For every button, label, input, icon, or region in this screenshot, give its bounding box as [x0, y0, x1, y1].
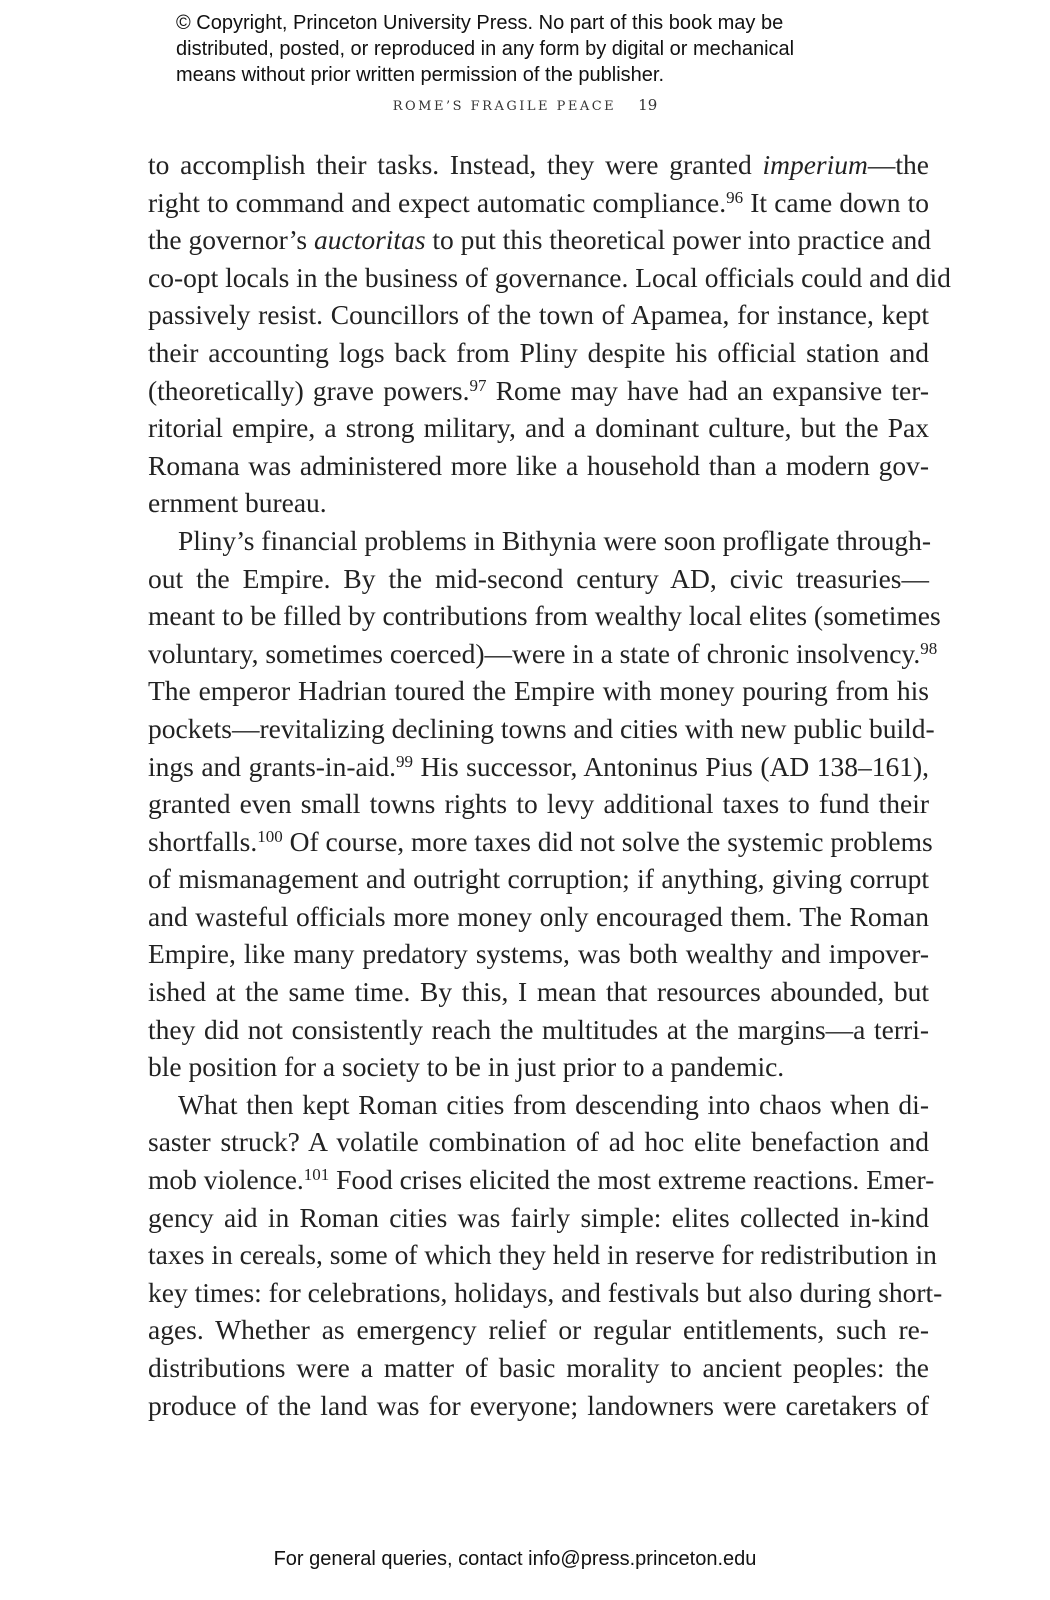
- text-line: [148, 1048, 929, 1086]
- text-line: [148, 672, 929, 710]
- text-line: [148, 823, 933, 861]
- page-number: 19: [638, 96, 658, 114]
- text-run: Of course, more taxes did not solve the systemic problems: [282, 825, 933, 857]
- text-run: gency aid in Roman cities was fairly simple: elites collected in-kind: [148, 1201, 929, 1233]
- text-run: to put this theoretical power into practice and: [425, 224, 932, 256]
- text-run: meant to be filled by contributions from wealthy local elites (sometimes: [148, 600, 941, 632]
- text-run: shortfalls.: [148, 825, 258, 857]
- text-line: [148, 1236, 937, 1274]
- text-line: [148, 1199, 929, 1237]
- text-line: [148, 221, 932, 259]
- text-run: ished at the same time. By this, I mean that resources abounded, but: [148, 976, 929, 1008]
- footnote-ref: 97: [469, 375, 487, 395]
- text-line: [148, 1349, 929, 1387]
- text-line: [148, 597, 941, 635]
- text-run: key times: for celebrations, holidays, and festivals but also during short-: [148, 1276, 943, 1308]
- text-run: to accomplish their tasks. Instead, they were granted: [148, 149, 763, 180]
- footnote-ref: 100: [257, 826, 283, 846]
- body-text: [148, 146, 951, 1424]
- text-line: [148, 372, 929, 410]
- footnote-ref: 101: [303, 1165, 330, 1185]
- text-run: (theoretically) grave powers.: [148, 374, 470, 406]
- text-run: out the Empire. By the mid-second century AD, civic treasuries—: [148, 562, 929, 594]
- text-line: [148, 1274, 943, 1312]
- copyright-line: © Copyright, Princeton University Press. No part of this book may be: [176, 12, 784, 34]
- text-run: pockets—revitalizing declining towns and cities with new public build-: [148, 712, 935, 744]
- text-line: [148, 935, 929, 973]
- text-run: they did not consistently reach the multitudes at the margins—a terri-: [148, 1013, 929, 1045]
- text-run: produce of the land was for everyone; landowners were caretakers of: [148, 1389, 929, 1421]
- text-run: of mismanagement and outright corruption; if anything, giving corrupt: [148, 863, 929, 895]
- text-run: —the: [867, 149, 929, 180]
- text-run: co-opt locals in the business of governance. Local officials could and did: [148, 261, 951, 293]
- text-run: ages. Whether as emergency relief or regular entitlements, such re-: [148, 1314, 929, 1346]
- text-line: [148, 860, 929, 898]
- text-line: [148, 635, 938, 673]
- text-line: [148, 748, 929, 786]
- text-line: [148, 1161, 935, 1199]
- italic-term: imperium: [762, 149, 868, 180]
- text-line: [148, 1086, 929, 1124]
- text-run: distributions were a matter of basic morality to ancient peoples: the: [148, 1352, 929, 1383]
- text-run: The emperor Hadrian toured the Empire with money pouring from his: [148, 675, 929, 707]
- copyright-line: means without prior written permission of the publisher.: [176, 64, 665, 86]
- text-line: [148, 409, 929, 447]
- text-run: taxes in cereals, some of which they held in reserve for redistribution in: [148, 1239, 937, 1271]
- text-run: the governor’s: [148, 224, 314, 256]
- text-run: What then kept Roman cities from descending into chaos when di-: [178, 1088, 929, 1120]
- text-run: ble position for a society to be in just prior to a pandemic.: [148, 1051, 785, 1083]
- text-run: ernment bureau.: [148, 487, 327, 519]
- text-run: ritorial empire, a strong military, and a dominant culture, but the Pax: [148, 412, 929, 444]
- footnote-ref: 98: [920, 638, 938, 658]
- text-line: [148, 146, 929, 184]
- text-run: saster struck? A volatile combination of ad hoc elite benefaction and: [148, 1126, 929, 1158]
- text-run: mob violence.: [148, 1164, 304, 1196]
- text-run: Rome may have had an expansive ter-: [486, 374, 929, 406]
- text-run: His successor, Antoninus Pius (AD 138–161),: [412, 750, 929, 782]
- text-run: Empire, like many predatory systems, was both wealthy and impover-: [148, 938, 929, 970]
- text-run: voluntary, sometimes coerced)—were in a state of chronic insolvency.: [148, 637, 921, 669]
- text-line: [148, 1387, 929, 1425]
- italic-term: auctoritas: [313, 224, 426, 256]
- running-head: [0, 96, 1050, 114]
- text-line: [148, 560, 929, 598]
- footnote-ref: 99: [395, 751, 413, 771]
- text-run: their accounting logs back from Pliny despite his official station and: [148, 336, 929, 368]
- text-run: Romana was administered more like a household than a modern gov-: [148, 449, 929, 481]
- footer-contact: For general queries, contact info@press.princeton.edu: [273, 1548, 757, 1570]
- copyright-line: distributed, posted, or reproduced in any form by digital or mechanical: [176, 38, 795, 60]
- text-run: and wasteful officials more money only encouraged them. The Roman: [148, 900, 929, 932]
- copyright-notice: [176, 10, 794, 88]
- text-line: [148, 259, 951, 297]
- text-run: Pliny’s financial problems in Bithynia were soon profligate through-: [178, 524, 932, 556]
- text-line: [148, 1123, 929, 1161]
- text-line: [148, 184, 929, 222]
- text-line: [148, 1011, 929, 1049]
- text-line: [148, 898, 929, 936]
- footnote-ref: 96: [726, 187, 744, 207]
- text-line: [148, 484, 929, 522]
- text-run: It came down to: [743, 186, 929, 218]
- text-line: [148, 973, 929, 1011]
- text-line: [148, 1311, 929, 1349]
- text-run: right to command and expect automatic compliance.: [148, 186, 727, 218]
- text-line: [148, 522, 932, 560]
- running-head-title: ROME’S FRAGILE PEACE: [392, 99, 617, 114]
- text-line: [148, 296, 929, 334]
- text-line: [148, 447, 929, 485]
- text-run: granted even small towns rights to levy additional taxes to fund their: [148, 788, 929, 820]
- text-line: [148, 710, 935, 748]
- text-run: passively resist. Councillors of the town of Apamea, for instance, kept: [148, 299, 929, 331]
- text-line: [148, 334, 929, 372]
- text-line: [148, 785, 929, 823]
- text-run: Food crises elicited the most extreme reactions. Emer-: [329, 1164, 935, 1196]
- text-run: ings and grants-in-aid.: [148, 750, 396, 782]
